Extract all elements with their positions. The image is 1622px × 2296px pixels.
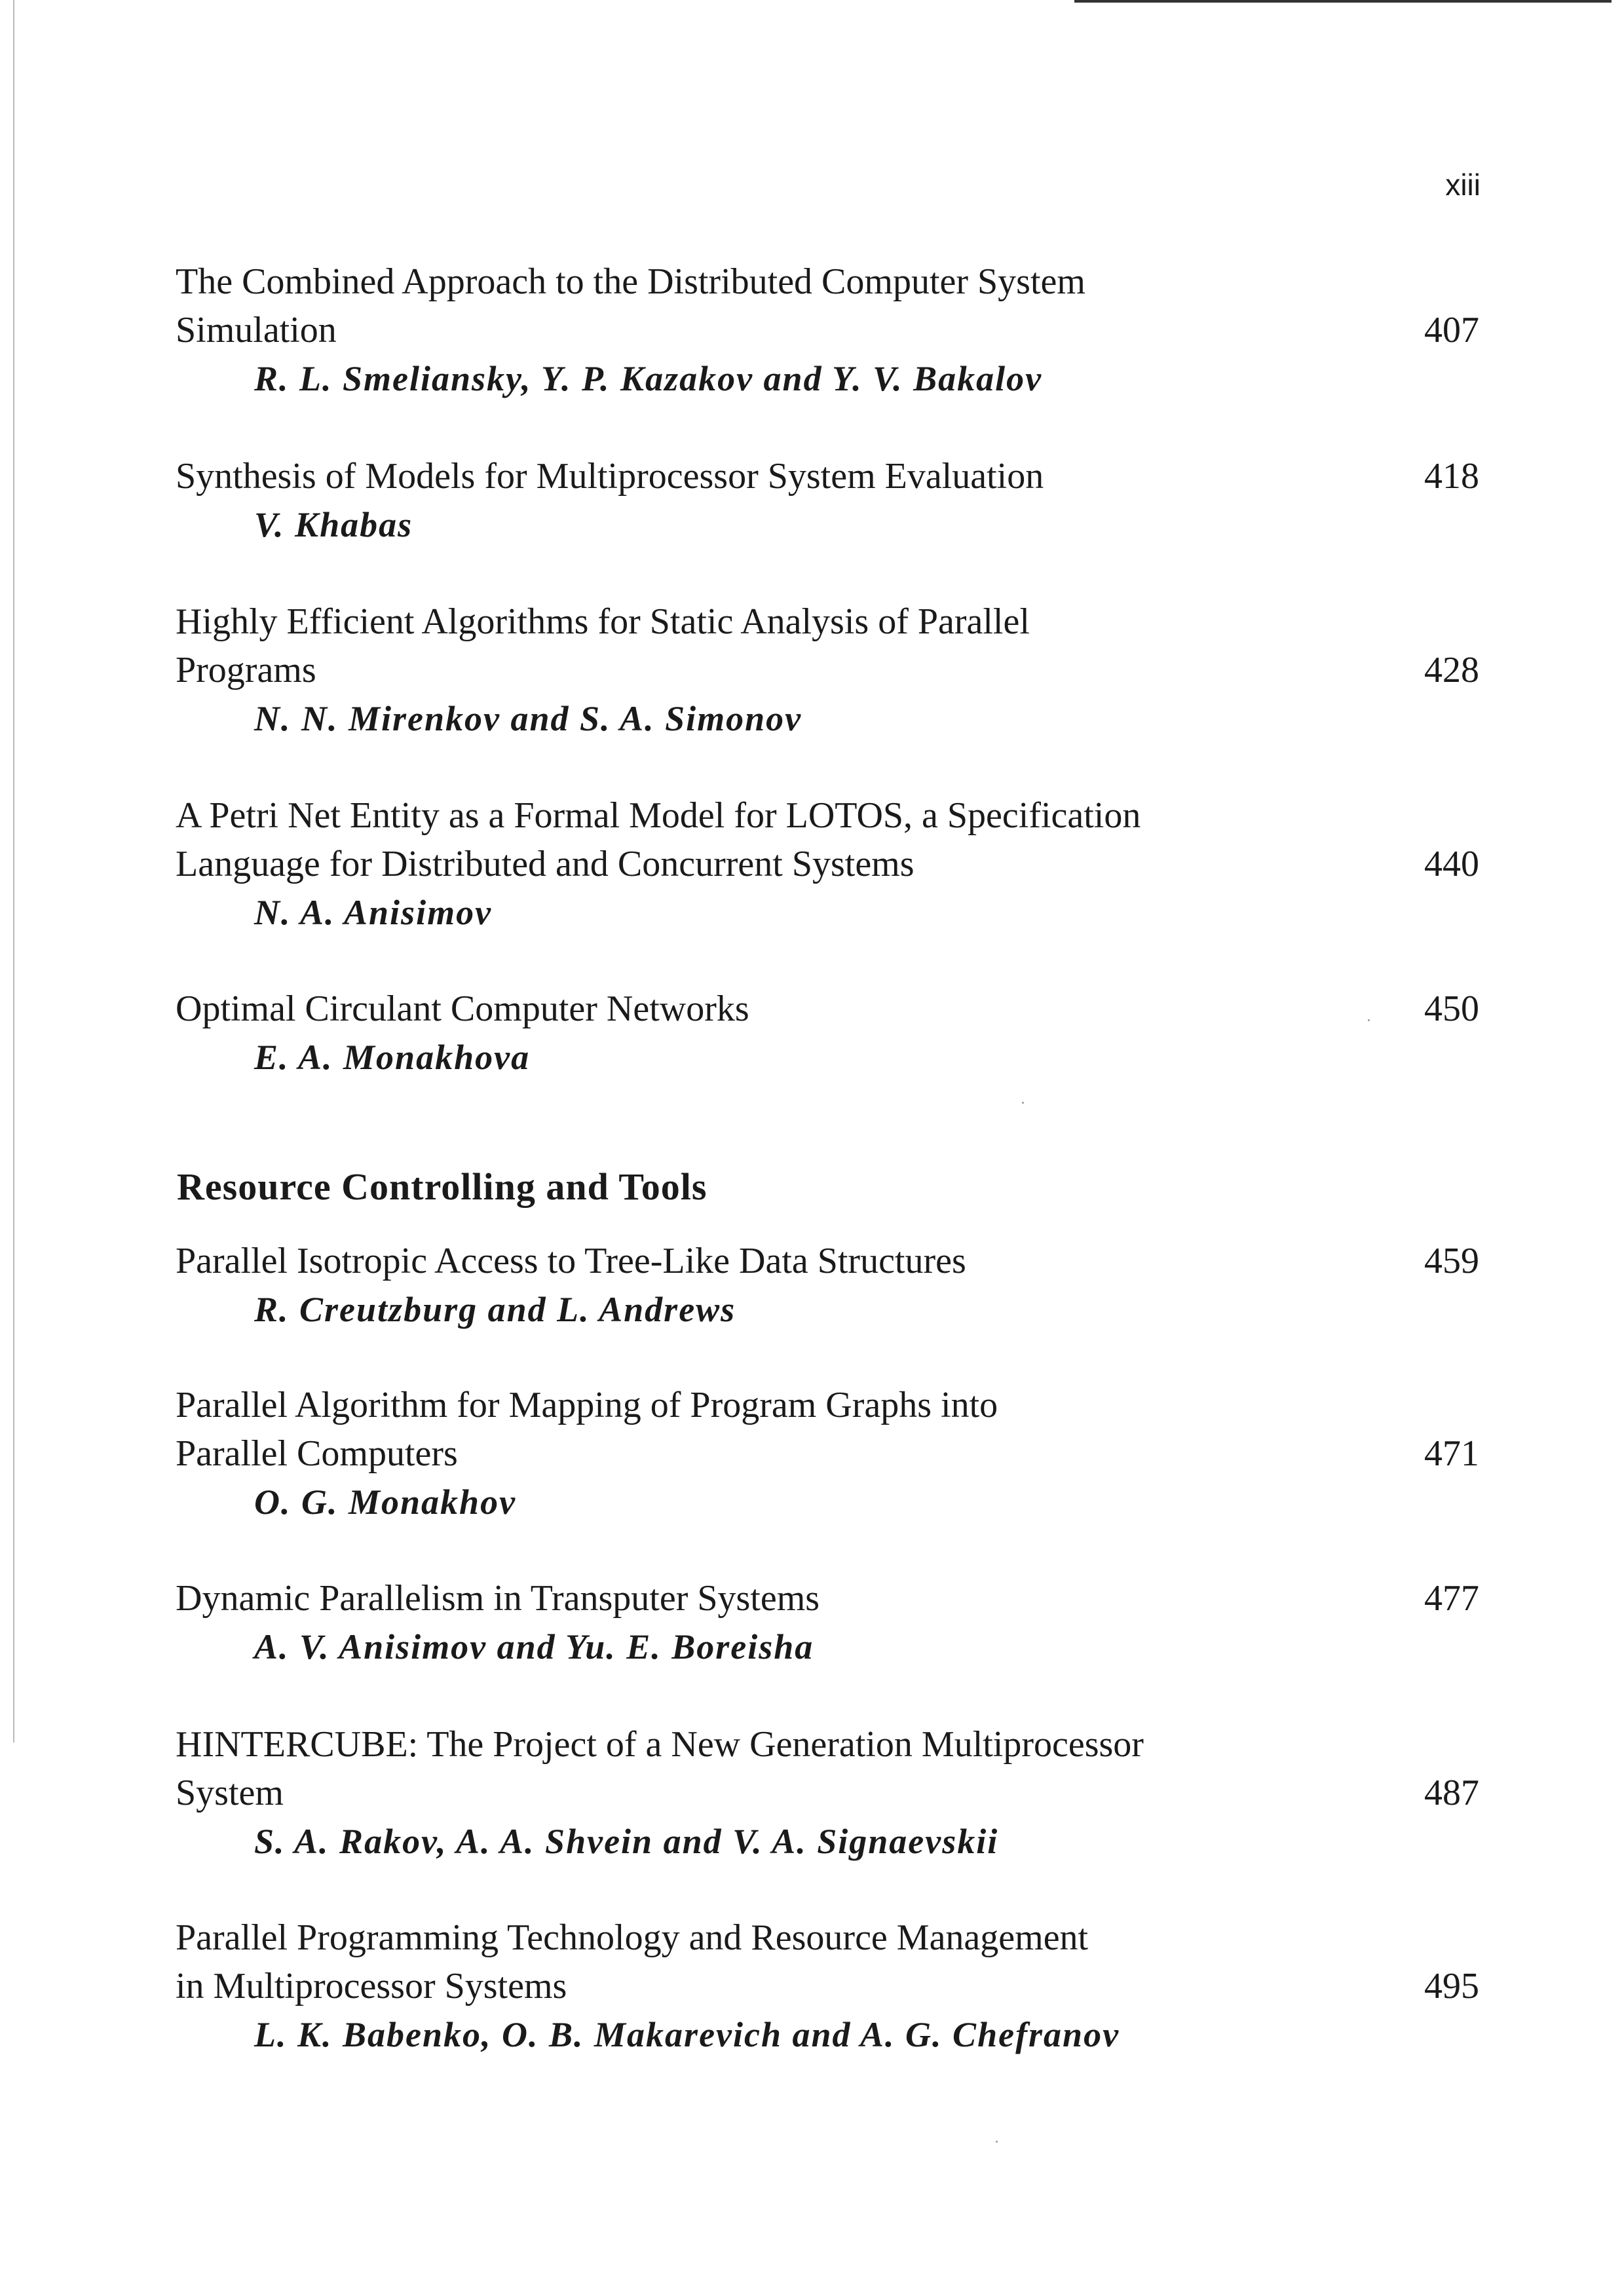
entry-title-line: Parallel Programming Technology and Resource Management xyxy=(176,1917,1089,1958)
entry-authors: N. A. Anisimov xyxy=(254,893,493,932)
entry-authors: S. A. Rakov, A. A. Shvein and V. A. Signaevskii xyxy=(254,1822,999,1861)
entry-title-line: The Combined Approach to the Distributed Computer System xyxy=(176,261,1085,302)
entry-title-line: Parallel Computers xyxy=(176,1433,458,1474)
entry-authors: L. K. Babenko, O. B. Makarevich and A. G. Chefranov xyxy=(254,2015,1120,2054)
toc-entry[interactable] xyxy=(176,1720,1479,1866)
entry-page-number: 418 xyxy=(1424,456,1479,497)
scan-speck xyxy=(1022,1102,1024,1104)
entry-title-line: Parallel Isotropic Access to Tree-Like Data Structures xyxy=(176,1241,966,1281)
entry-authors: N. N. Mirenkov and S. A. Simonov xyxy=(254,699,802,738)
toc-entry[interactable] xyxy=(176,1237,1479,1334)
entry-page-number: 459 xyxy=(1424,1241,1479,1281)
toc-entry[interactable] xyxy=(176,1381,1479,1526)
entry-title-line: Highly Efficient Algorithms for Static Analysis of Parallel xyxy=(176,601,1030,642)
entry-title-line: Synthesis of Models for Multiprocessor System Evaluation xyxy=(176,456,1044,497)
entry-title-line: Dynamic Parallelism in Transputer Systems xyxy=(176,1578,820,1619)
entry-page-number: 487 xyxy=(1424,1773,1479,1813)
entry-page-number: 477 xyxy=(1424,1578,1479,1619)
scan-speck xyxy=(1368,1019,1370,1021)
toc-entry[interactable] xyxy=(176,452,1479,549)
toc-entry[interactable] xyxy=(176,1913,1479,2059)
entry-authors: R. L. Smeliansky, Y. P. Kazakov and Y. V. Bakalov xyxy=(254,359,1043,398)
entry-authors: R. Creutzburg and L. Andrews xyxy=(254,1290,736,1329)
scan-top-edge xyxy=(1074,0,1612,3)
scan-speck xyxy=(996,2141,998,2143)
toc-entry[interactable] xyxy=(176,1574,1479,1671)
entry-title-line: System xyxy=(176,1773,284,1813)
entry-title-line: Simulation xyxy=(176,310,337,350)
toc-entry[interactable] xyxy=(176,791,1479,937)
entry-page-number: 450 xyxy=(1424,988,1479,1029)
entry-title-line: Optimal Circulant Computer Networks xyxy=(176,988,749,1029)
entry-authors: E. A. Monakhova xyxy=(254,1038,531,1077)
entry-title-line: in Multiprocessor Systems xyxy=(176,1966,567,2006)
toc-entry[interactable] xyxy=(176,597,1479,743)
entry-page-number: 495 xyxy=(1424,1966,1479,2006)
entry-authors: V. Khabas xyxy=(254,505,413,544)
section-heading: Resource Controlling and Tools xyxy=(177,1165,707,1208)
toc-entry[interactable] xyxy=(176,985,1479,1082)
entry-page-number: 428 xyxy=(1424,650,1479,690)
entry-title-line: A Petri Net Entity as a Formal Model for LOTOS, a Specification xyxy=(176,795,1141,836)
page-folio: xiii xyxy=(1445,168,1481,202)
entry-page-number: 407 xyxy=(1424,310,1479,350)
entry-page-number: 440 xyxy=(1424,844,1479,884)
entry-title-line: Programs xyxy=(176,650,316,690)
entry-title-line: Language for Distributed and Concurrent Systems xyxy=(176,844,915,884)
entry-page-number: 471 xyxy=(1424,1433,1479,1474)
entry-title-line: Parallel Algorithm for Mapping of Program Graphs into xyxy=(176,1385,998,1425)
toc-entry[interactable] xyxy=(176,257,1479,403)
entry-authors: A. V. Anisimov and Yu. E. Boreisha xyxy=(254,1627,814,1666)
entry-title-line: HINTERCUBE: The Project of a New Generation Multiprocessor xyxy=(176,1724,1144,1765)
entry-authors: O. G. Monakhov xyxy=(254,1482,517,1522)
scan-binding-edge xyxy=(13,0,14,1742)
